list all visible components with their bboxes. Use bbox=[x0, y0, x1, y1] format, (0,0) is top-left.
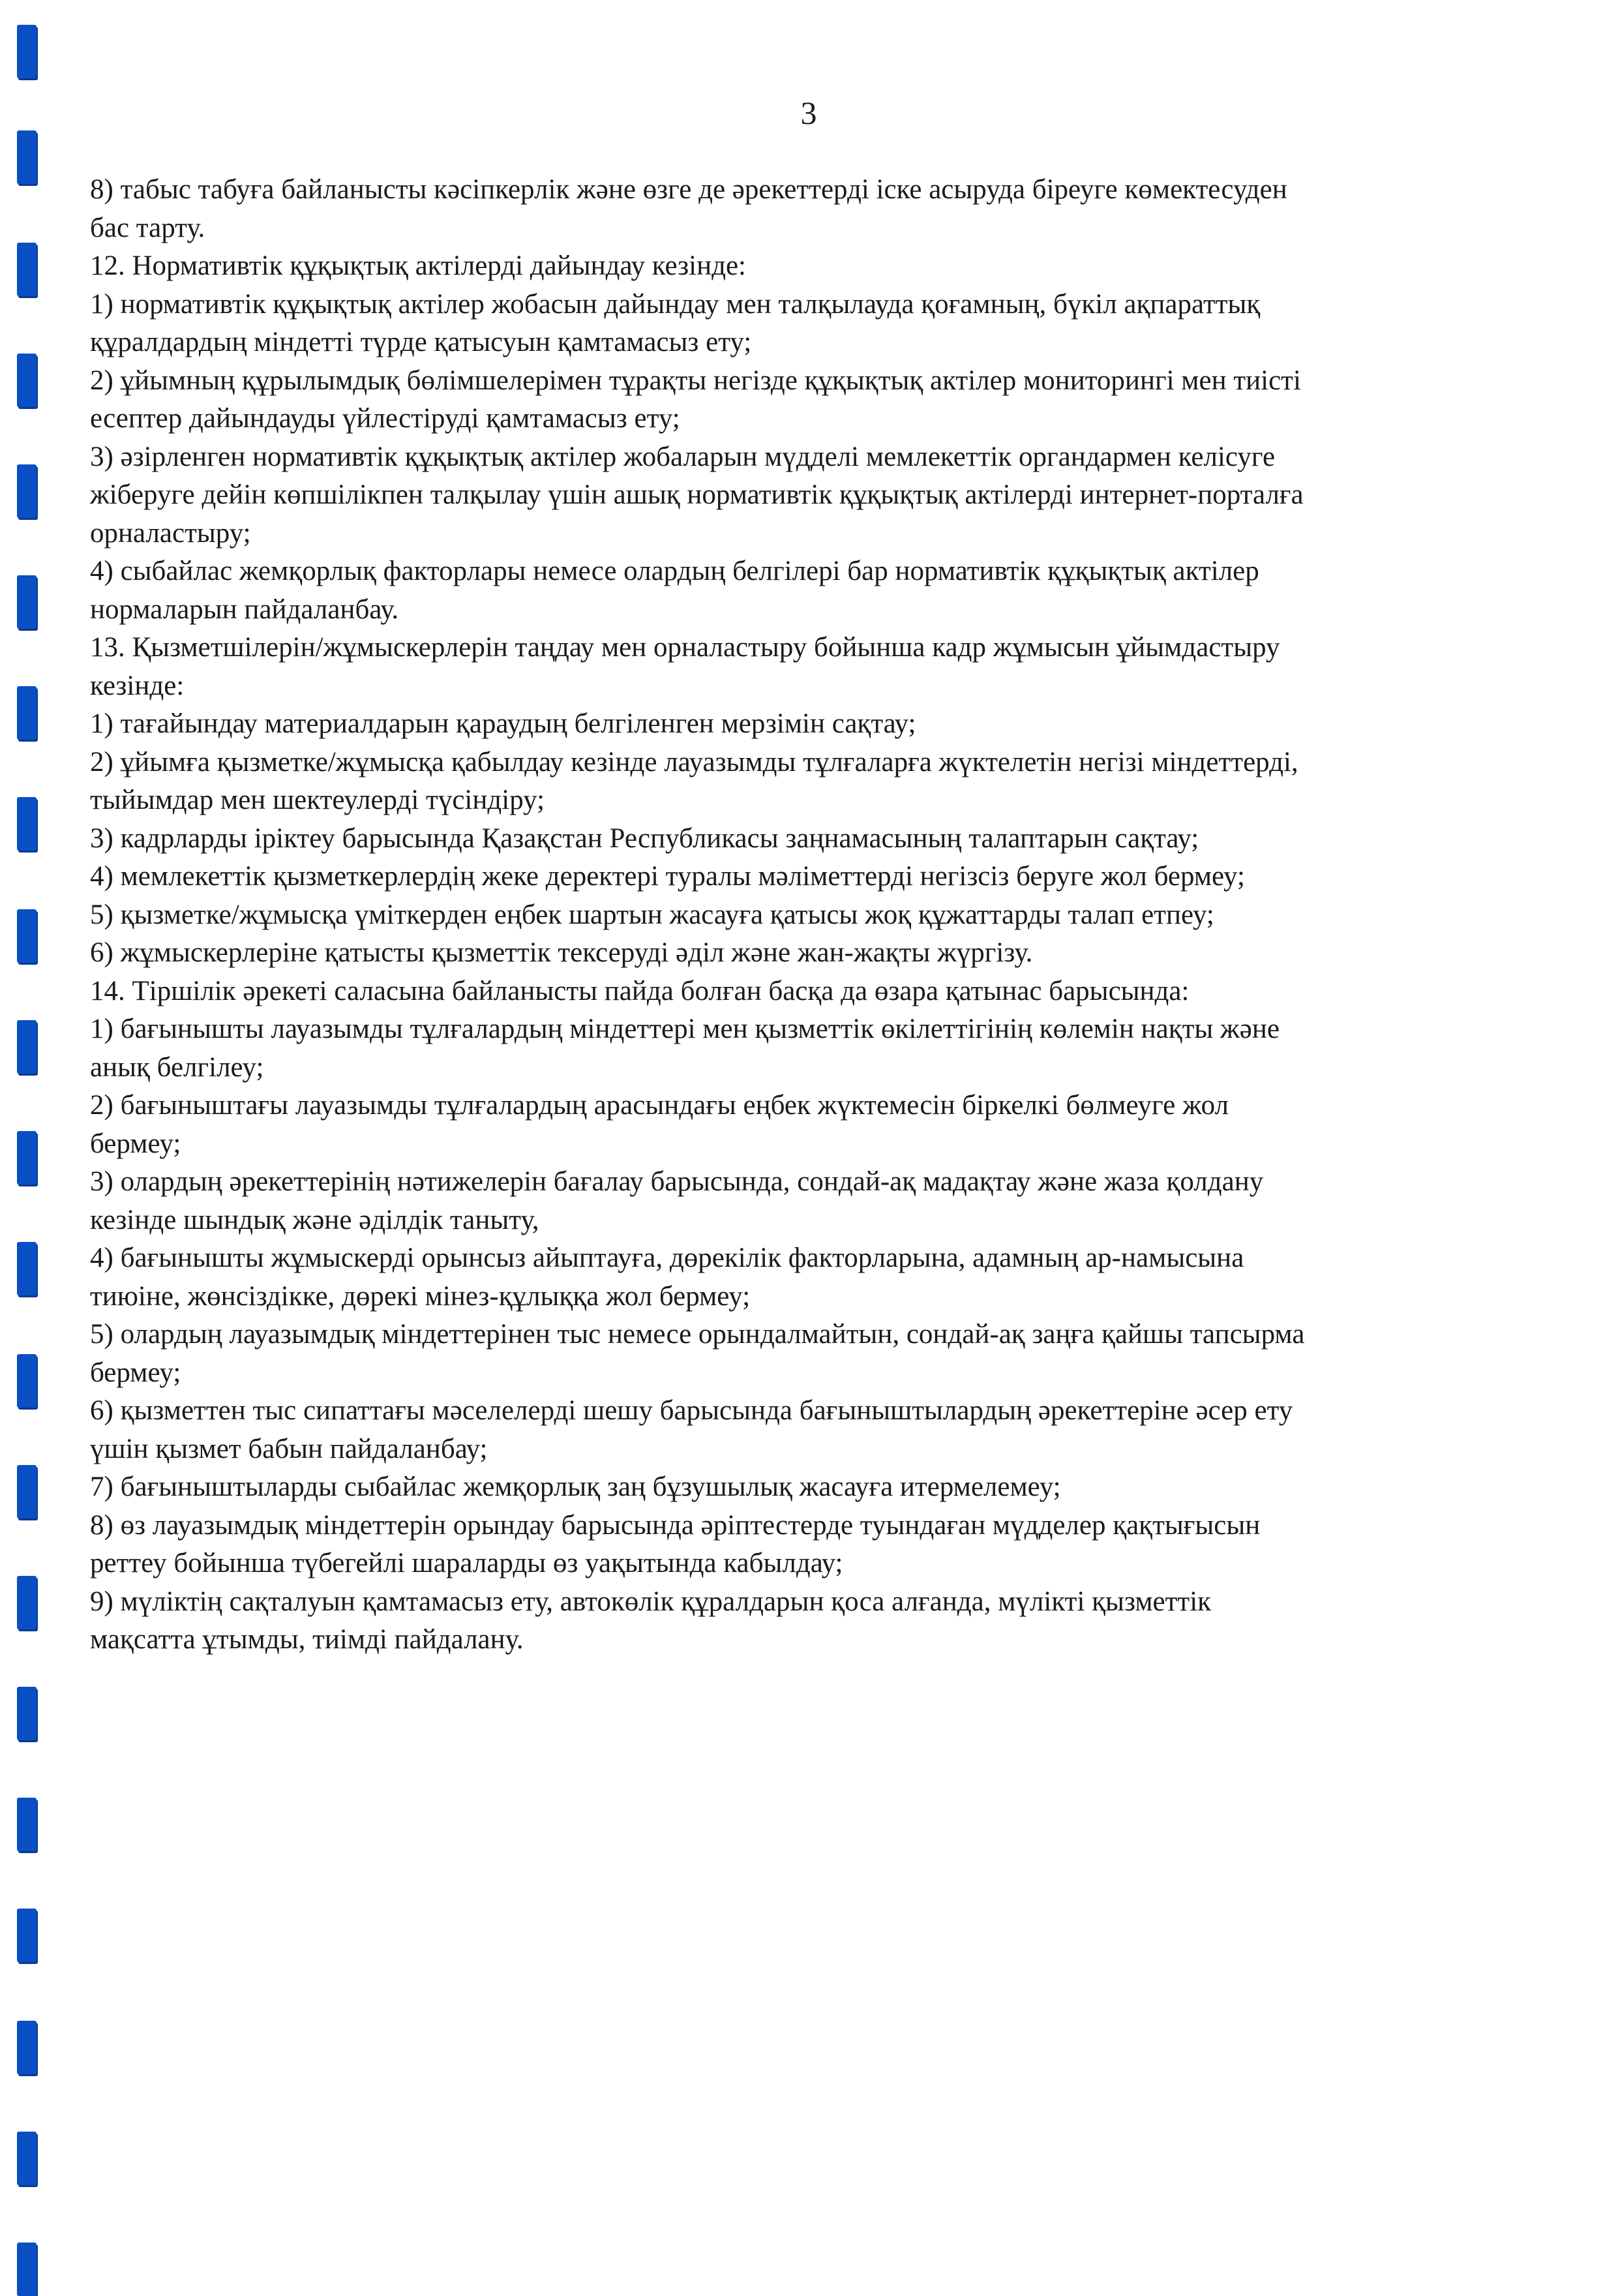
text-line: тыйымдар мен шектеулерді түсіндіру; bbox=[90, 785, 545, 815]
binding-mark bbox=[17, 1465, 37, 1518]
text-line: 4) бағынышты жұмыскерді орынсыз айыптауға, дөрекілік факторларына, адамның ар-намысына bbox=[90, 1243, 1244, 1273]
text-line: кезінде: bbox=[90, 670, 185, 701]
binding-mark bbox=[17, 243, 37, 296]
text-line: 1) бағынышты лауазымды тұлғалардың міндеттері мен қызметтік өкілеттігінің көлемін нақты және bbox=[90, 1014, 1280, 1044]
binding-mark bbox=[17, 25, 37, 78]
text-line: 8) табыс табуға байланысты кәсіпкерлік және өзге де әрекеттерді іске асыруда біреуге көмектесуден bbox=[90, 174, 1287, 205]
binding-mark bbox=[17, 686, 37, 740]
text-line: 3) олардың әрекеттерінің нәтижелерін бағалау барысында, сондай-ақ мадақтау және жаза қолдану bbox=[90, 1166, 1264, 1197]
text-line: 1) нормативтік құқықтық актілер жобасын дайындау мен талқылауда қоғамның, бүкіл ақпараттық bbox=[90, 288, 1261, 320]
text-line: 2) ұйымның құрылымдық бөлімшелерімен тұрақты негізде құқықтық актілер мониторингі мен тиісті bbox=[90, 365, 1301, 396]
binding-mark bbox=[17, 1242, 37, 1295]
page-number: 3 bbox=[800, 95, 817, 131]
text-line: 6) қызметтен тыс сипаттағы мәселелерді шешу барысында бағыныштылардың әрекеттеріне әсер ету bbox=[90, 1395, 1293, 1426]
text-line: 1) тағайындау материалдарын қараудың белгіленген мерзімін сақтау; bbox=[90, 708, 916, 739]
binding-mark bbox=[17, 2132, 37, 2185]
text-line: 7) бағыныштыларды сыбайлас жемқорлық заң бұзушылық жасауға итермелемеу; bbox=[90, 1472, 1061, 1502]
text-line: 4) сыбайлас жемқорлық факторлары немесе олардың белгілері бар нормативтік құқықтық актілер bbox=[90, 556, 1259, 586]
text-line: 6) жұмыскерлеріне қатысты қызметтік тексеруді әділ және жан-жақты жүргізу. bbox=[90, 937, 1033, 968]
binding-mark bbox=[17, 1909, 37, 1962]
binding-mark bbox=[17, 130, 37, 184]
text-line: 3) кадрларды іріктеу барысында Қазақстан Республикасы заңнамасының талаптарын сақтау; bbox=[90, 823, 1199, 854]
binding-mark bbox=[17, 354, 37, 407]
binding-mark bbox=[17, 909, 37, 963]
text-line: 12. Нормативтік құқықтық актілерді дайындау кезінде: bbox=[90, 250, 746, 281]
text-line: орналастыру; bbox=[90, 517, 251, 549]
text-line: 9) мүліктің сақталуын қамтамасыз ету, автокөлік құралдарын қоса алғанда, мүлікті қызметтік bbox=[90, 1586, 1212, 1617]
binding-mark bbox=[17, 1354, 37, 1408]
text-line: бермеу; bbox=[90, 1128, 181, 1159]
text-line: реттеу бойынша түбегейлі шараларды өз уақытында кабылдау; bbox=[90, 1548, 843, 1578]
binding-mark bbox=[17, 797, 37, 851]
text-line: 5) қызметке/жұмысқа үміткерден еңбек шартын жасауға қатысы жоқ құжаттарды талап етпеу; bbox=[90, 899, 1214, 930]
text-line: бас тарту. bbox=[90, 212, 205, 243]
binding-mark bbox=[17, 1131, 37, 1185]
binding-mark bbox=[17, 1576, 37, 1629]
text-line: есептер дайындауды үйлестіруді қамтамасыз ету; bbox=[90, 403, 680, 434]
text-line: бермеу; bbox=[90, 1357, 181, 1388]
binding-mark bbox=[17, 2243, 37, 2296]
binding-mark bbox=[17, 2021, 37, 2074]
binding-mark bbox=[17, 1687, 37, 1740]
text-line: 4) мемлекеттік қызметкерлердің жеке деректері туралы мәліметтерді негізсіз беруге жол бермеу; bbox=[90, 861, 1245, 892]
text-line: 2) бағыныштағы лауазымды тұлғалардың арасындағы еңбек жүктемесін біркелкі бөлмеуге жол bbox=[90, 1090, 1229, 1121]
text-line: 2) ұйымға қызметке/жұмысқа қабылдау кезінде лауазымды тұлғаларға жүктелетін негізі міндеттерді, bbox=[90, 746, 1298, 778]
text-line: мақсатта ұтымды, тиімді пайдалану. bbox=[90, 1624, 524, 1655]
binding-mark bbox=[17, 575, 37, 629]
text-line: 13. Қызметшілерін/жұмыскерлерін таңдау мен орналастыру бойынша кадр жұмысын ұйымдастыру bbox=[90, 632, 1280, 663]
spiral-binding bbox=[9, 0, 55, 2288]
text-line: нормаларын пайдаланбау. bbox=[90, 594, 399, 625]
text-line: кезінде шындық және әділдік таныту, bbox=[90, 1204, 539, 1235]
text-line: 14. Тіршілік әрекеті саласына байланысты пайда болған басқа да өзара қатынас барысында: bbox=[90, 975, 1190, 1006]
binding-mark bbox=[17, 1798, 37, 1851]
text-line: 5) олардың лауазымдық міндеттерінен тыс немесе орындалмайтын, сондай-ақ заңға қайшы тапсырма bbox=[90, 1319, 1305, 1350]
text-line: үшін қызмет бабын пайдаланбау; bbox=[90, 1433, 488, 1464]
text-line: 3) әзірленген нормативтік құқықтық актілер жобаларын мүдделі мемлекеттік органдармен келісуге bbox=[90, 441, 1276, 472]
binding-mark bbox=[17, 1020, 37, 1074]
binding-mark bbox=[17, 464, 37, 518]
text-line: жіберуге дейін көпшілікпен талқылау үшін ашық нормативтік құқықтық актілерді интернет-порталға bbox=[90, 479, 1304, 510]
text-line: анық белгілеу; bbox=[90, 1051, 264, 1083]
text-line: 8) өз лауазымдық міндеттерін орындау барысында әріптестерде туындаған мүдделер қақтығысын bbox=[90, 1509, 1261, 1541]
text-line: құралдардың міндетті түрде қатысуын қамтамасыз ету; bbox=[90, 327, 752, 357]
document-body bbox=[90, 171, 1531, 1659]
text-line: тиюіне, жөнсіздікке, дөрекі мінез-құлыққа жол бермеу; bbox=[90, 1280, 751, 1312]
